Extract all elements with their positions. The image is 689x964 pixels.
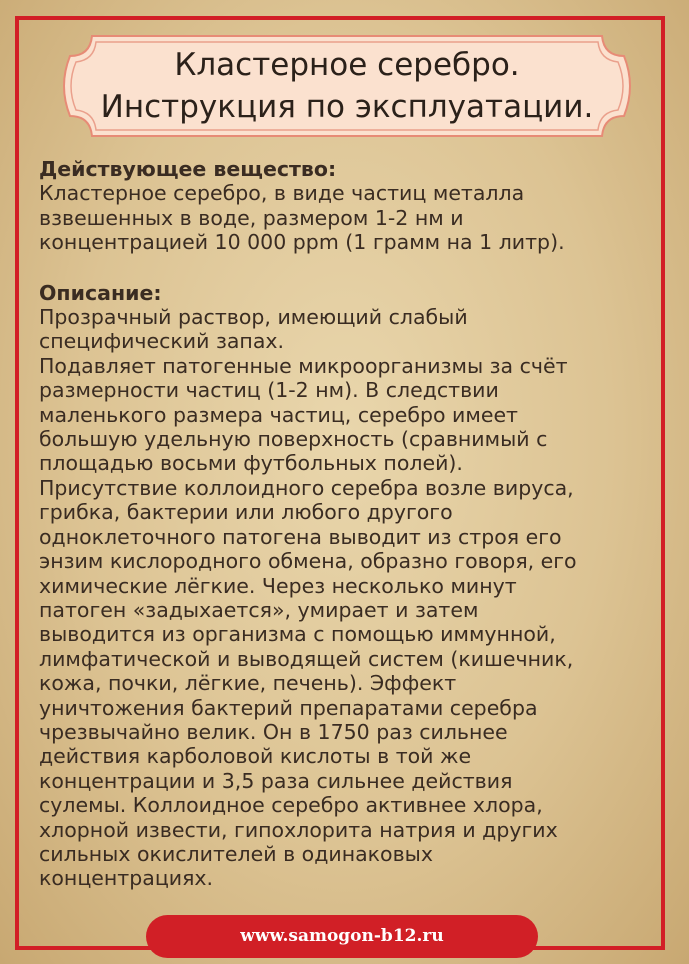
title-line-2: Инструкция по эксплуатации. xyxy=(100,89,594,125)
text-line: маленького размера частиц, серебро имеет xyxy=(39,402,518,427)
text-line: концентрации и 3,5 раза сильнее действия xyxy=(39,768,513,793)
text-line: химические лёгкие. Через несколько минут xyxy=(39,573,517,598)
text-line: большую удельную поверхность (сравнимый с xyxy=(39,427,548,452)
text-line: действия карболовой кислоты в той же xyxy=(39,744,472,769)
text-line: одноклеточного патогена выводит из строя его xyxy=(39,524,562,549)
text-line: размерности частиц (1-2 нм). В следствии xyxy=(39,378,499,403)
text-line: грибка, бактерии или любого другого xyxy=(39,500,453,525)
text-line: Подавляет патогенные микроорганизмы за счёт xyxy=(39,353,568,378)
text-line: площадью восьми футбольных полей). xyxy=(39,451,463,476)
text-line: сулемы. Коллоидное серебро активнее хлора, xyxy=(39,793,543,818)
text-line: специфический запах. xyxy=(39,329,285,354)
text-line: кожа, почки, лёгкие, печень). Эффект xyxy=(39,671,457,696)
text-line: патоген «задыхается», умирает и затем xyxy=(39,597,479,622)
active-substance-heading: Действующее вещество: xyxy=(39,157,337,181)
website-url-link[interactable]: www.samogon-b12.ru xyxy=(146,915,538,958)
text-line: концентрациях. xyxy=(39,866,214,891)
text-line: концентрацией 10 000 ppm (1 грамм на 1 литр). xyxy=(39,230,565,255)
title-line-1: Кластерное серебро. xyxy=(174,47,520,83)
instruction-body xyxy=(39,157,649,891)
text-line: сильных окислителей в одинаковых xyxy=(39,841,433,866)
text-line: хлорной извести, гипохлорита натрия и других xyxy=(39,817,558,842)
text-line: чрезвычайно велик. Он в 1750 раз сильнее xyxy=(39,719,508,744)
text-line: лимфатической и выводящей систем (кишечник, xyxy=(39,646,574,671)
text-line: Кластерное серебро, в виде частиц металла xyxy=(39,181,525,206)
text-line: уничтожения бактерий препаратами серебра xyxy=(39,695,538,720)
text-line: Присутствие коллоидного серебра возле вируса, xyxy=(39,475,574,500)
text-line: взвешенных в воде, размером 1-2 нм и xyxy=(39,205,464,230)
description-heading: Описание: xyxy=(39,280,162,305)
text-line: выводится из организма с помощью иммунной, xyxy=(39,622,556,647)
text-line: Прозрачный раствор, имеющий слабый xyxy=(39,305,468,330)
title-banner xyxy=(52,32,642,140)
text-line: энзим кислородного обмена, образно говоря, его xyxy=(39,549,577,574)
